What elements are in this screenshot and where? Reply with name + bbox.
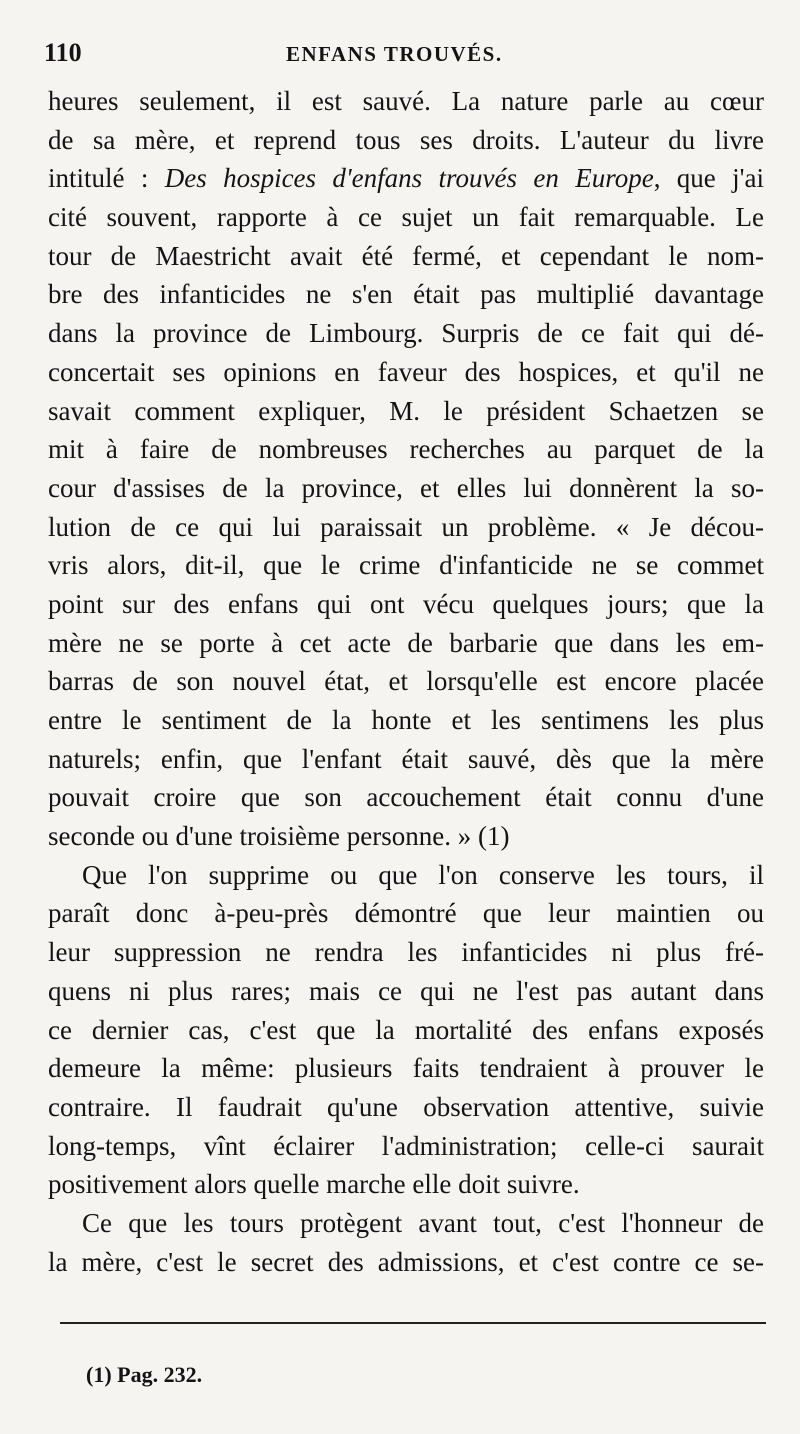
text-line: tour de Maestricht avait été fermé, et cependant le nom- xyxy=(48,240,764,271)
text-line: heures seulement, il est sauvé. La nature parle au cœur xyxy=(48,86,764,116)
text-line: contraire. Il faudrait qu'une observation attentive, suivie xyxy=(48,1091,764,1122)
text-line: point sur des enfans qui ont vécu quelques jours; que la xyxy=(48,588,764,619)
text-line: savait comment expliquer, M. le président Schaetzen se xyxy=(48,395,764,426)
text-line: cour d'assises de la province, et elles lui donnèrent la so- xyxy=(48,472,764,503)
text-line: Ce que les tours protègent avant tout, c'est l'honneur de xyxy=(82,1207,764,1238)
text-line: naturels; enfin, que l'enfant était sauvé, dès que la mère xyxy=(48,743,764,774)
text-line: seconde ou d'une troisième personne. » (1) xyxy=(48,821,510,852)
text-line: la mère, c'est le secret des admissions, et c'est contre ce se- xyxy=(48,1246,764,1277)
text-line: ce dernier cas, c'est que la mortalité des enfans exposés xyxy=(48,1014,764,1045)
text-line: concertait ses opinions en faveur des hospices, et qu'il ne xyxy=(48,356,764,387)
text-line: mère ne se porte à cet acte de barbarie que dans les em- xyxy=(48,627,764,658)
footnote-divider xyxy=(60,1322,766,1324)
text-line: lution de ce qui lui paraissait un problème. « Je décou- xyxy=(48,511,764,542)
text-line: demeure la même: plusieurs faits tendraient à prouver le xyxy=(48,1053,764,1084)
text-line: barras de son nouvel état, et lorsqu'elle est encore placée xyxy=(48,666,764,697)
text-line: cité souvent, rapporte à ce sujet un fait remarquable. Le xyxy=(48,202,764,233)
page-number: 110 xyxy=(44,38,82,67)
text-segment: intitulé : xyxy=(48,163,165,194)
text-line: Que l'on supprime ou que l'on conserve les tours, il xyxy=(82,859,764,890)
text-line: entre le sentiment de la honte et les sentimens les plus xyxy=(48,705,764,735)
text-line: de sa mère, et reprend tous ses droits. L'auteur du livre xyxy=(48,124,764,155)
text-line: pouvait croire que son accouchement était connu d'une xyxy=(48,782,764,813)
text-segment: , que j'ai xyxy=(653,163,764,194)
running-title: ENFANS TROUVÉS. xyxy=(286,42,503,66)
text-line: long-temps, vînt éclairer l'administration; celle-ci saurait xyxy=(48,1130,764,1161)
text-line-with-title xyxy=(48,159,764,198)
text-line: bre des infanticides ne s'en était pas multiplié davantage xyxy=(48,279,764,310)
text-line: dans la province de Limbourg. Surpris de ce fait qui dé- xyxy=(48,318,764,349)
text-line: leur suppression ne rendra les infanticides ni plus fré- xyxy=(48,937,764,968)
book-title: Des hospices d'enfans trouvés en Europe xyxy=(164,163,654,194)
page-header xyxy=(44,38,764,78)
text-line: quens ni plus rares; mais ce qui ne l'est pas autant dans xyxy=(48,975,764,1006)
text-line: vris alors, dit-il, que le crime d'infanticide ne se commet xyxy=(48,550,764,581)
text-line: mit à faire de nombreuses recherches au parquet de la xyxy=(48,434,764,465)
body-text xyxy=(48,82,764,1281)
footnote: (1) Pag. 232. xyxy=(86,1362,203,1387)
text-line: positivement alors quelle marche elle doit suivre. xyxy=(48,1169,580,1200)
text-line: paraît donc à-peu-près démontré que leur maintien ou xyxy=(48,898,764,929)
